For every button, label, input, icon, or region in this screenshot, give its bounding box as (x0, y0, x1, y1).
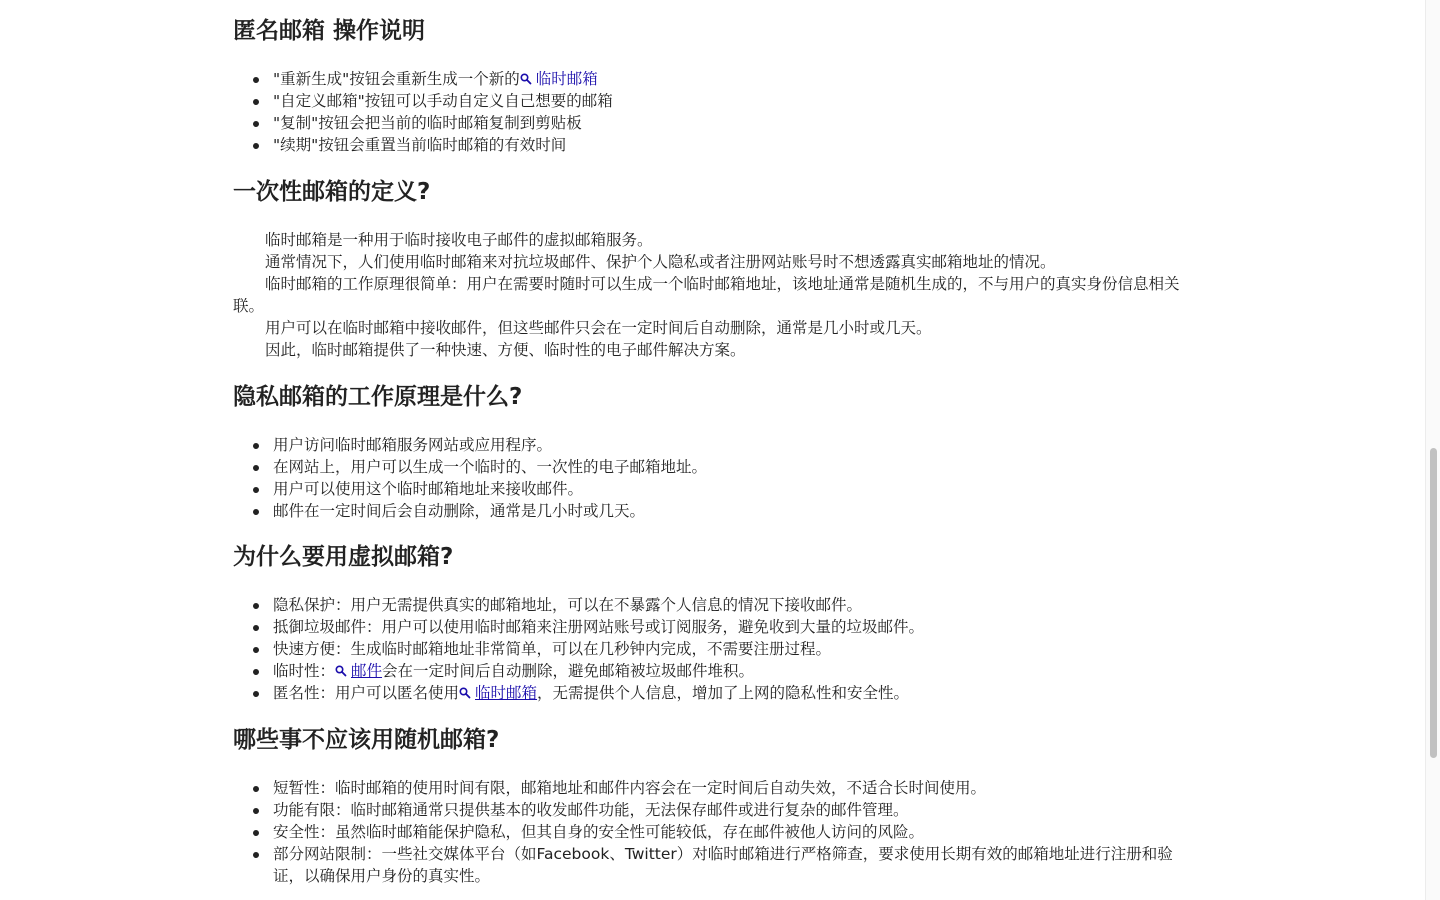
list-item: 用户访问临时邮箱服务网站或应用程序。 (233, 434, 1195, 456)
section-heading: 隐私邮箱的工作原理是什么? (233, 384, 523, 410)
section-how-it-works (233, 382, 1195, 522)
section-heading: 匿名邮箱 操作说明 (233, 18, 426, 44)
list-item: 功能有限：临时邮箱通常只提供基本的收发邮件功能，无法保存邮件或进行复杂的邮件管理。 (233, 799, 1195, 821)
scrollbar-thumb[interactable] (1430, 448, 1437, 758)
section-why-use (233, 542, 1195, 704)
magnifier-icon (335, 665, 347, 677)
operation-list (233, 68, 1195, 156)
temp-mailbox-link[interactable] (459, 684, 537, 702)
paragraph: 临时邮箱是一种用于临时接收电子邮件的虚拟邮箱服务。 (265, 231, 653, 249)
list-item: 短暂性：临时邮箱的使用时间有限，邮箱地址和邮件内容会在一定时间后自动失效，不适合长时间使用。 (233, 777, 1195, 799)
section-operation-guide (233, 16, 1195, 156)
section-heading: 哪些事不应该用随机邮箱? (233, 727, 500, 753)
paragraph: 临时邮箱的工作原理很简单：用户在需要时随时可以生成一个临时邮箱地址，该地址通常是随机生成的，不与用户的真实身份信息相关联。 (233, 275, 1180, 315)
list-item (233, 682, 1195, 704)
list-item-text: 会在一定时间后自动删除，避免邮箱被垃圾邮件堆积。 (382, 662, 755, 680)
paragraph: 因此，临时邮箱提供了一种快速、方便、临时性的电子邮件解决方案。 (265, 341, 746, 359)
list-item-text: 临时性： (273, 662, 336, 680)
list-item (233, 660, 1195, 682)
list-item: 部分网站限制：一些社交媒体平台（如Facebook、Twitter）对临时邮箱进行严格筛查，要求使用长期有效的邮箱地址进行注册和验证，以确保用户身份的真实性。 (233, 843, 1195, 887)
link-text[interactable]: 临时邮箱 (535, 70, 598, 88)
magnifier-icon (520, 73, 532, 85)
list-item: 邮件在一定时间后会自动删除，通常是几小时或几天。 (233, 500, 1195, 522)
list-item: 用户可以使用这个临时邮箱地址来接收邮件。 (233, 478, 1195, 500)
section-definition (233, 177, 1195, 361)
how-it-works-list (233, 434, 1195, 522)
section-heading: 为什么要用虚拟邮箱? (233, 544, 454, 570)
vertical-scrollbar[interactable] (1425, 0, 1440, 900)
link-text[interactable]: 邮件 (351, 662, 383, 680)
list-item-text: 匿名性：用户可以匿名使用 (273, 684, 460, 702)
paragraph: 通常情况下，人们使用临时邮箱来对抗垃圾邮件、保护个人隐私或者注册网站账号时不想透露真实邮箱地址的情况。 (265, 253, 1056, 271)
list-item: 隐私保护：用户无需提供真实的邮箱地址，可以在不暴露个人信息的情况下接收邮件。 (233, 594, 1195, 616)
section-heading: 一次性邮箱的定义? (233, 179, 431, 205)
list-item: "复制"按钮会把当前的临时邮箱复制到剪贴板 (233, 112, 1195, 134)
mail-link[interactable] (335, 662, 382, 680)
list-item: 快速方便：生成临时邮箱地址非常简单，可以在几秒钟内完成，不需要注册过程。 (233, 638, 1195, 660)
list-item: "自定义邮箱"按钮可以手动自定义自己想要的邮箱 (233, 90, 1195, 112)
list-item-text: ，无需提供个人信息，增加了上网的隐私性和安全性。 (537, 684, 910, 702)
list-item: 在网站上，用户可以生成一个临时的、一次性的电子邮箱地址。 (233, 456, 1195, 478)
definition-paragraphs (233, 229, 1195, 361)
section-when-not-to-use (233, 725, 1195, 887)
temp-mailbox-link[interactable] (520, 70, 598, 88)
list-item-text: "重新生成"按钮会重新生成一个新的 (273, 70, 520, 88)
magnifier-icon (459, 687, 471, 699)
list-item (233, 68, 1195, 90)
list-item: 安全性：虽然临时邮箱能保护隐私，但其自身的安全性可能较低，存在邮件被他人访问的风险。 (233, 821, 1195, 843)
link-text[interactable]: 临时邮箱 (475, 684, 538, 702)
when-not-to-use-list (233, 777, 1195, 887)
list-item: "续期"按钮会重置当前临时邮箱的有效时间 (233, 134, 1195, 156)
why-use-list (233, 594, 1195, 704)
paragraph: 用户可以在临时邮箱中接收邮件，但这些邮件只会在一定时间后自动删除，通常是几小时或几天。 (265, 319, 932, 337)
list-item: 抵御垃圾邮件：用户可以使用临时邮箱来注册网站账号或订阅服务，避免收到大量的垃圾邮件。 (233, 616, 1195, 638)
